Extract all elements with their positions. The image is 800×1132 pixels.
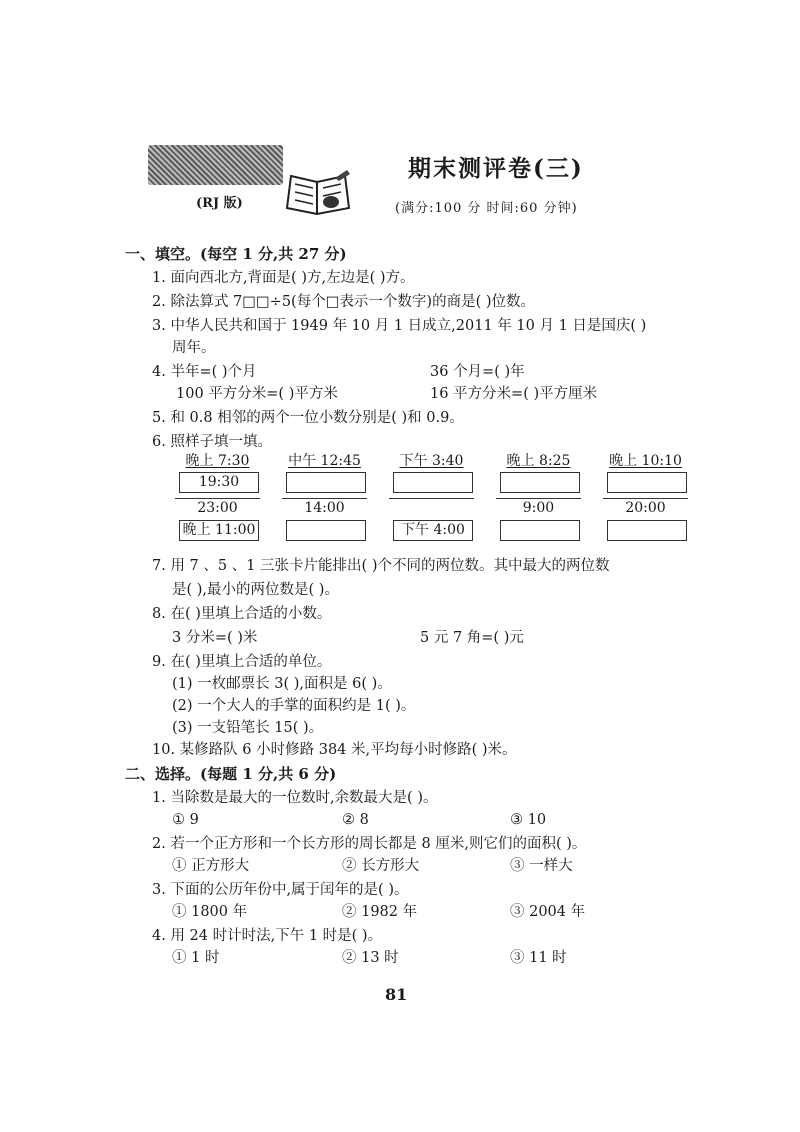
q2-1-opt3[interactable]: ③ 10 — [510, 812, 547, 828]
grid-r1-c2: 中午 12:45 — [288, 453, 361, 469]
q2-4: 4. 用 24 时计时法,下午 1 时是( )。 — [152, 928, 383, 944]
q1-10: 10. 某修路队 6 小时修路 384 米,平均每小时修路( )米。 — [152, 742, 517, 758]
grid-r1-c4: 晚上 8:25 — [506, 453, 571, 469]
grid-r3-c3 — [389, 498, 474, 518]
section1-heading: 一、填空。(每空 1 分,共 27 分) — [125, 245, 347, 263]
edition-label: (RJ 版) — [196, 196, 243, 211]
page-number: 81 — [385, 985, 408, 1004]
q1-4c: 100 平方分米=( )平方米 — [176, 386, 338, 402]
grid-r2-c4-box[interactable] — [500, 472, 580, 493]
q1-7b: 是( ),最小的两位数是( )。 — [172, 582, 339, 598]
q2-1-opt1[interactable]: ① 9 — [172, 812, 199, 828]
grid-r4-c1-box: 晚上 11:00 — [179, 520, 259, 541]
q2-4-opt1[interactable]: ① 1 时 — [172, 950, 220, 966]
q2-2-opt3[interactable]: ③ 一样大 — [510, 858, 573, 874]
q2-1-opt2[interactable]: ② 8 — [342, 812, 369, 828]
q1-3a: 3. 中华人民共和国于 1949 年 10 月 1 日成立,2011 年 10 月 1 日是国庆( ) — [152, 318, 647, 334]
q2-1: 1. 当除数是最大的一位数时,余数最大是( )。 — [152, 790, 438, 806]
grid-r2-c3-box[interactable] — [393, 472, 473, 493]
q1-6: 6. 照样子填一填。 — [152, 434, 272, 450]
q1-5: 5. 和 0.8 相邻的两个一位小数分别是( )和 0.9。 — [152, 410, 464, 426]
q1-9-1: (1) 一枚邮票长 3( ),面积是 6( )。 — [172, 676, 392, 692]
grid-r1-c1: 晚上 7:30 — [185, 453, 250, 469]
q1-1: 1. 面向西北方,背面是( )方,左边是( )方。 — [152, 270, 415, 286]
q2-4-opt3[interactable]: ③ 11 时 — [510, 950, 567, 966]
grid-r3-c5: 20:00 — [603, 498, 688, 516]
q1-4d: 16 平方分米=( )平方厘米 — [430, 386, 598, 402]
grid-r1-c3: 下午 3:40 — [399, 453, 464, 469]
grid-r1-c5: 晚上 10:10 — [609, 453, 682, 469]
q1-8a: 3 分米=( )米 — [172, 630, 258, 646]
q1-9: 9. 在( )里填上合适的单位。 — [152, 654, 332, 670]
q2-3-opt2[interactable]: ② 1982 年 — [342, 904, 418, 920]
q2-2: 2. 若一个正方形和一个长方形的周长都是 8 厘米,则它们的面积( )。 — [152, 836, 587, 852]
grid-r4-c2-box[interactable] — [286, 520, 366, 541]
q2-3-opt3[interactable]: ③ 2004 年 — [510, 904, 586, 920]
grid-r3-c1: 23:00 — [175, 498, 260, 516]
q1-8: 8. 在( )里填上合适的小数。 — [152, 606, 332, 622]
section2-heading: 二、选择。(每题 1 分,共 6 分) — [125, 765, 337, 783]
q2-3-opt1[interactable]: ① 1800 年 — [172, 904, 248, 920]
grid-r4-c4-box[interactable] — [500, 520, 580, 541]
logo-stamp — [148, 145, 283, 185]
q1-7a: 7. 用 7 、5 、1 三张卡片能排出( )个不同的两位数。其中最大的两位数 — [152, 558, 610, 574]
q1-4a: 4. 半年=( )个月 — [152, 364, 257, 380]
grid-r2-c1-box: 19:30 — [179, 472, 259, 493]
exam-meta: (满分:100 分 时间:60 分钟) — [395, 201, 578, 216]
grid-r4-c5-box[interactable] — [607, 520, 687, 541]
q2-4-opt2[interactable]: ② 13 时 — [342, 950, 399, 966]
q1-9-3: (3) 一支铅笔长 15( )。 — [172, 720, 324, 736]
q1-3b: 周年。 — [172, 340, 216, 356]
grid-r2-c5-box[interactable] — [607, 472, 687, 493]
q1-2: 2. 除法算式 7□□÷5(每个□表示一个数字)的商是( )位数。 — [152, 294, 535, 310]
q2-2-opt2[interactable]: ② 长方形大 — [342, 858, 420, 874]
q2-3: 3. 下面的公历年份中,属于闰年的是( )。 — [152, 882, 409, 898]
grid-r3-c2: 14:00 — [282, 498, 367, 516]
grid-r4-c3-box: 下午 4:00 — [393, 520, 473, 541]
book-icon — [283, 168, 353, 216]
q2-2-opt1[interactable]: ① 正方形大 — [172, 858, 250, 874]
grid-r3-c4: 9:00 — [496, 498, 581, 516]
page-title: 期末测评卷(三) — [408, 155, 584, 182]
time-conversion-grid — [175, 450, 700, 545]
q1-9-2: (2) 一个大人的手掌的面积约是 1( )。 — [172, 698, 416, 714]
grid-r2-c2-box[interactable] — [286, 472, 366, 493]
q1-8b: 5 元 7 角=( )元 — [420, 630, 524, 646]
q1-4b: 36 个月=( )年 — [430, 364, 525, 380]
